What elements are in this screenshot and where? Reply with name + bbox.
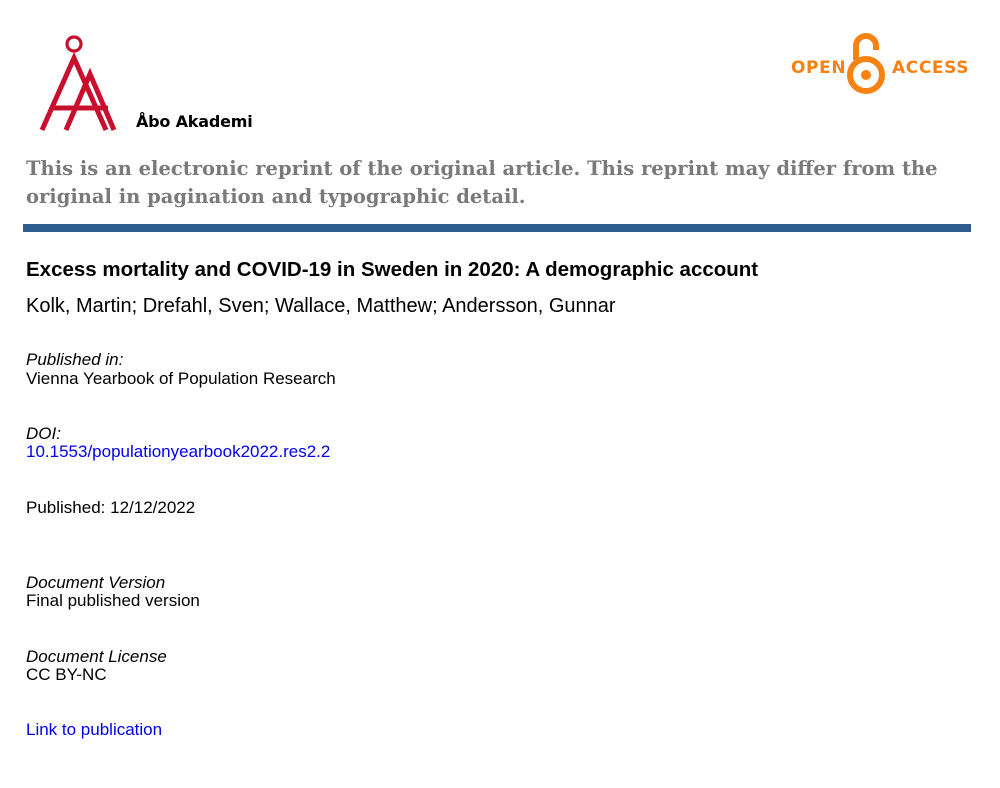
abo-akademi-logo-icon	[38, 34, 138, 134]
open-access-logo	[789, 30, 969, 100]
header-divider	[23, 224, 971, 232]
published-in-label: Published in:	[26, 350, 124, 369]
published-in-value: Vienna Yearbook of Population Research	[26, 369, 336, 388]
doi-link[interactable]: 10.1553/populationyearbook2022.res2.2	[26, 442, 331, 461]
open-access-lock-icon	[846, 30, 886, 96]
publication-link[interactable]: Link to publication	[26, 720, 163, 739]
reprint-notice: This is an electronic reprint of the original article. This reprint may differ from the original in pagination and typographic detail.	[26, 157, 938, 208]
document-version-value: Final published version	[26, 591, 200, 610]
institution-name: Åbo Akademi	[136, 112, 253, 131]
doi-label: DOI:	[26, 424, 61, 443]
open-access-left-word: OPEN	[791, 58, 847, 78]
abo-akademi-logo	[38, 34, 253, 134]
document-version-label: Document Version	[26, 573, 166, 592]
open-access-right-word: ACCESS	[892, 58, 970, 78]
document-license-value: CC BY-NC	[26, 665, 107, 684]
document-license-label: Document License	[26, 647, 167, 666]
published-date: Published: 12/12/2022	[26, 498, 196, 517]
article-authors: Kolk, Martin; Drefahl, Sven; Wallace, Matthew; Andersson, Gunnar	[26, 295, 616, 317]
article-title: Excess mortality and COVID-19 in Sweden in 2020: A demographic account	[26, 258, 759, 281]
